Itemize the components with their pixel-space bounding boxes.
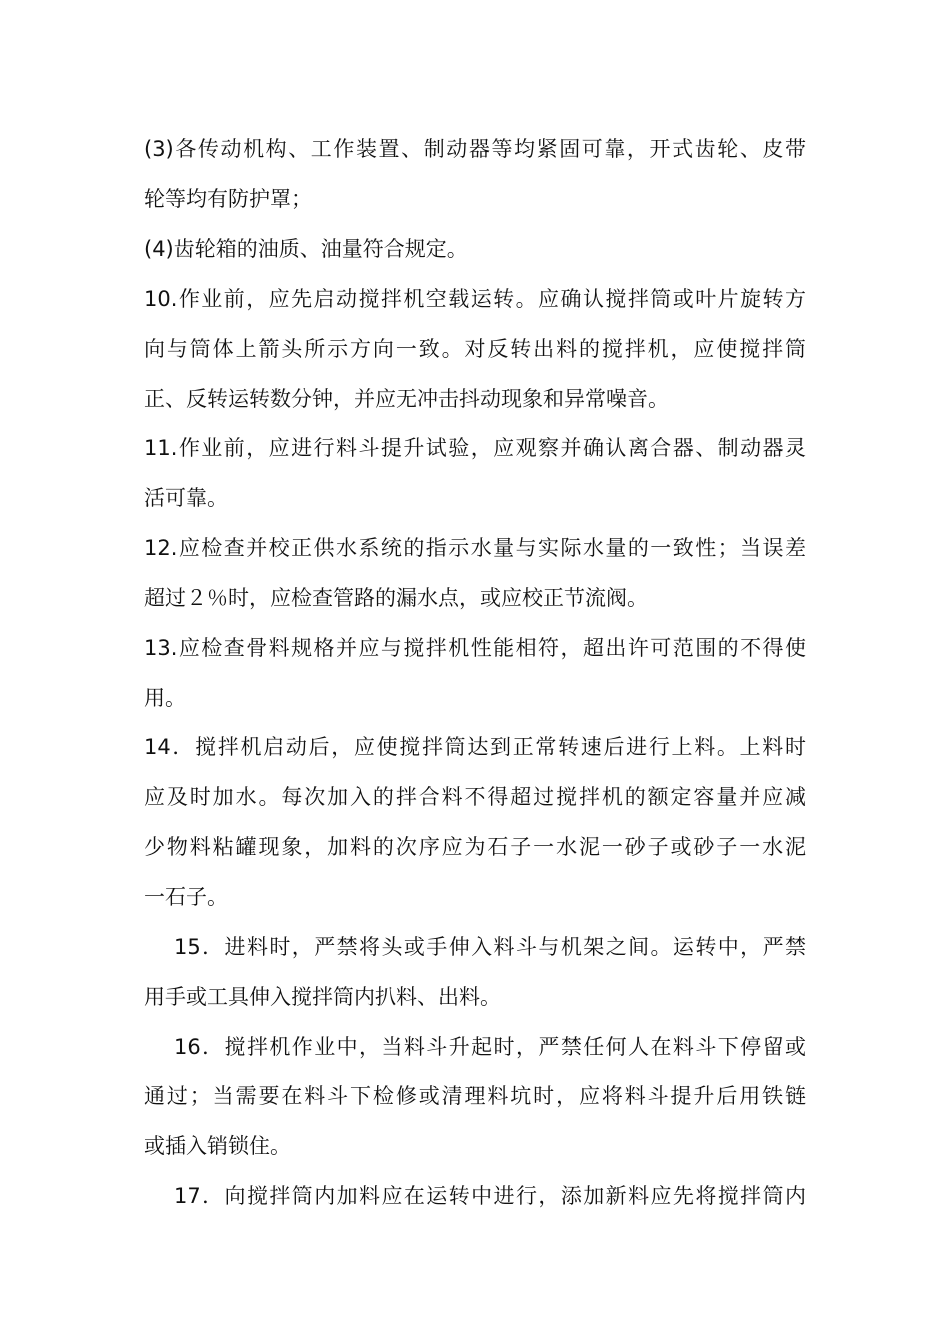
text-line-item16-2: 通过；当需要在料斗下检修或清理料坑时，应将料斗提升后用铁链 xyxy=(144,1084,806,1108)
text-line-item3-1: (3)各传动机构、工作装置、制动器等均紧固可靠，开式齿轮、皮带 xyxy=(144,137,806,161)
text-line-item11-1: 11.作业前，应进行料斗提升试验，应观察并确认离合器、制动器灵 xyxy=(144,436,806,460)
text-line-item15-2: 用手或工具伸入搅拌筒内扒料、出料。 xyxy=(144,985,501,1009)
text-line-item12-2: 超过２％时，应检查管路的漏水点，或应校正节流阀。 xyxy=(144,586,648,610)
text-line-item14-3: 少物料粘罐现象，加料的次序应为石子一水泥一砂子或砂子一水泥 xyxy=(144,835,806,859)
text-line-item13-2: 用。 xyxy=(144,686,186,710)
text-line-item13-1: 13.应检查骨料规格并应与搅拌机性能相符，超出许可范围的不得使 xyxy=(144,636,806,660)
text-line-item15-1: 15．进料时，严禁将头或手伸入料斗与机架之间。运转中，严禁 xyxy=(174,935,806,959)
text-line-item3-2: 轮等均有防护罩； xyxy=(144,187,312,211)
text-line-item14-4: 一石子。 xyxy=(144,885,228,909)
text-line-item12-1: 12.应检查并校正供水系统的指示水量与实际水量的一致性；当误差 xyxy=(144,536,806,560)
text-line-item10-3: 正、反转运转数分钟，并应无冲击抖动现象和异常噪音。 xyxy=(144,387,669,411)
text-line-item14-1: 14．搅拌机启动后，应使搅拌筒达到正常转速后进行上料。上料时 xyxy=(144,735,806,759)
text-line-item16-1: 16．搅拌机作业中，当料斗升起时，严禁任何人在料斗下停留或 xyxy=(174,1035,806,1059)
text-line-item10-2: 向与筒体上箭头所示方向一致。对反转出料的搅拌机，应使搅拌筒 xyxy=(144,337,806,361)
text-line-item11-2: 活可靠。 xyxy=(144,486,228,510)
text-line-item16-3: 或插入销锁住。 xyxy=(144,1134,291,1158)
text-line-item14-2: 应及时加水。每次加入的拌合料不得超过搅拌机的额定容量并应减 xyxy=(144,785,806,809)
text-line-item4: (4)齿轮箱的油质、油量符合规定。 xyxy=(144,237,468,261)
text-line-item10-1: 10.作业前，应先启动搅拌机空载运转。应确认搅拌筒或叶片旋转方 xyxy=(144,287,806,311)
text-line-item17-1: 17．向搅拌筒内加料应在运转中进行，添加新料应先将搅拌筒内 xyxy=(174,1184,806,1208)
